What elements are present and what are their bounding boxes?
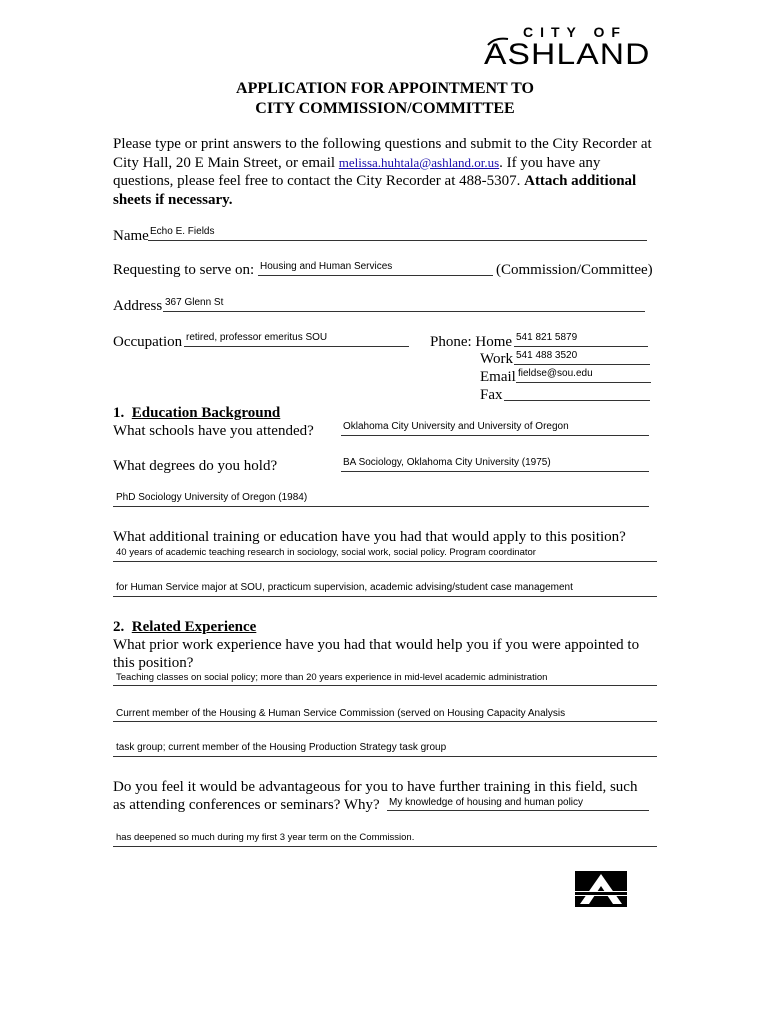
- further-answer-2[interactable]: has deepened so much during my first 3 year term on the Commission.: [116, 832, 415, 843]
- experience-underline-2: [113, 721, 657, 722]
- logo-city-of: CITY OF: [523, 24, 627, 40]
- form-title-line1: APPLICATION FOR APPOINTMENT TO: [236, 80, 534, 97]
- experience-heading-text: Related Experience: [131, 619, 257, 635]
- phone-home-field[interactable]: 541 821 5879: [516, 332, 578, 343]
- intro-line3-text: questions, please feel free to contact the City Recorder at 488-5307.: [113, 173, 525, 189]
- address-field[interactable]: 367 Glenn St: [165, 297, 224, 308]
- education-heading-number: 1.: [113, 405, 125, 421]
- email-underline: [516, 382, 651, 383]
- serve-field[interactable]: Housing and Human Services: [260, 261, 393, 272]
- experience-answer-3[interactable]: task group; current member of the Housing Production Strategy task group: [116, 742, 447, 753]
- work-label: Work: [480, 351, 513, 367]
- work-underline: [514, 364, 650, 365]
- degrees-question: What degrees do you hold?: [113, 458, 278, 474]
- logo-swash-icon: [487, 37, 509, 47]
- name-label: Name: [113, 228, 149, 244]
- education-heading-text: Education Background: [131, 405, 281, 421]
- training-answer-2[interactable]: for Human Service major at SOU, practicum supervision, academic advising/student case management: [116, 582, 573, 593]
- serve-underline: [258, 275, 493, 276]
- intro-line2: [113, 154, 600, 172]
- experience-answer-1[interactable]: Teaching classes on social policy; more than 20 years experience in mid-level academic administration: [116, 672, 548, 683]
- degrees-underline-2: [113, 506, 649, 507]
- ashland-emblem-icon: [575, 871, 627, 907]
- experience-question-1: What prior work experience have you had that would help you if you were appointed to: [113, 637, 640, 653]
- occupation-label: Occupation: [113, 334, 183, 350]
- intro-line2-text-end: . If you have any: [499, 154, 601, 171]
- intro-attach-note: Attach additional: [524, 173, 637, 189]
- further-underline-1: [387, 810, 649, 811]
- training-underline-1: [113, 561, 657, 562]
- experience-heading: [113, 618, 256, 636]
- logo-ashland: ASHLAND: [484, 38, 651, 71]
- address-underline: [163, 311, 645, 312]
- occupation-field[interactable]: retired, professor emeritus SOU: [186, 332, 328, 343]
- schools-answer[interactable]: Oklahoma City University and University of Oregon: [343, 421, 569, 432]
- experience-underline-3: [113, 756, 657, 757]
- serve-suffix: (Commission/Committee): [496, 262, 653, 278]
- phone-home-label: Phone: Home: [430, 334, 513, 350]
- address-label: Address: [113, 298, 163, 314]
- serve-label: Requesting to serve on:: [113, 262, 255, 278]
- degrees-underline-1: [341, 471, 649, 472]
- phone-home-underline: [514, 346, 648, 347]
- intro-line1: Please type or print answers to the following questions and submit to the City Recorder at: [113, 136, 652, 152]
- schools-underline: [341, 435, 649, 436]
- experience-underline-1: [113, 685, 657, 686]
- intro-line4: sheets if necessary.: [113, 191, 233, 208]
- work-field[interactable]: 541 488 3520: [516, 350, 578, 361]
- training-underline-2: [113, 596, 657, 597]
- education-heading: [113, 404, 280, 422]
- further-underline-2: [113, 846, 657, 847]
- name-field[interactable]: Echo E. Fields: [150, 226, 215, 237]
- email-field[interactable]: fieldse@sou.edu: [518, 368, 593, 379]
- degrees-answer-1[interactable]: BA Sociology, Oklahoma City University (1975): [343, 457, 551, 468]
- intro-line3: [113, 172, 636, 190]
- training-answer-1[interactable]: 40 years of academic teaching research in sociology, social work, social policy. Program coordinator: [116, 547, 536, 558]
- email-label: Email: [480, 369, 516, 385]
- schools-question: What schools have you attended?: [113, 423, 314, 439]
- name-underline: [148, 240, 647, 241]
- training-question: What additional training or education have you had that would apply to this position?: [113, 529, 626, 545]
- intro-line2-text: City Hall, 20 E Main Street, or email: [113, 154, 339, 171]
- occupation-underline: [184, 346, 409, 347]
- degrees-answer-2[interactable]: PhD Sociology University of Oregon (1984): [116, 492, 308, 503]
- further-answer-1[interactable]: My knowledge of housing and human policy: [389, 797, 584, 808]
- experience-answer-2[interactable]: Current member of the Housing & Human Service Commission (served on Housing Capacity Analysis: [116, 708, 566, 719]
- fax-underline: [504, 400, 650, 401]
- further-question-1: Do you feel it would be advantageous for you to have further training in this field, such: [113, 779, 638, 795]
- form-title-line2: CITY COMMISSION/COMMITTEE: [255, 100, 515, 117]
- further-question-2: as attending conferences or seminars? Why?: [113, 797, 380, 813]
- fax-label: Fax: [480, 387, 503, 403]
- experience-heading-number: 2.: [113, 619, 125, 635]
- recorder-email-link[interactable]: melissa.huhtala@ashland.or.us: [338, 154, 500, 170]
- experience-question-2: this position?: [113, 655, 194, 671]
